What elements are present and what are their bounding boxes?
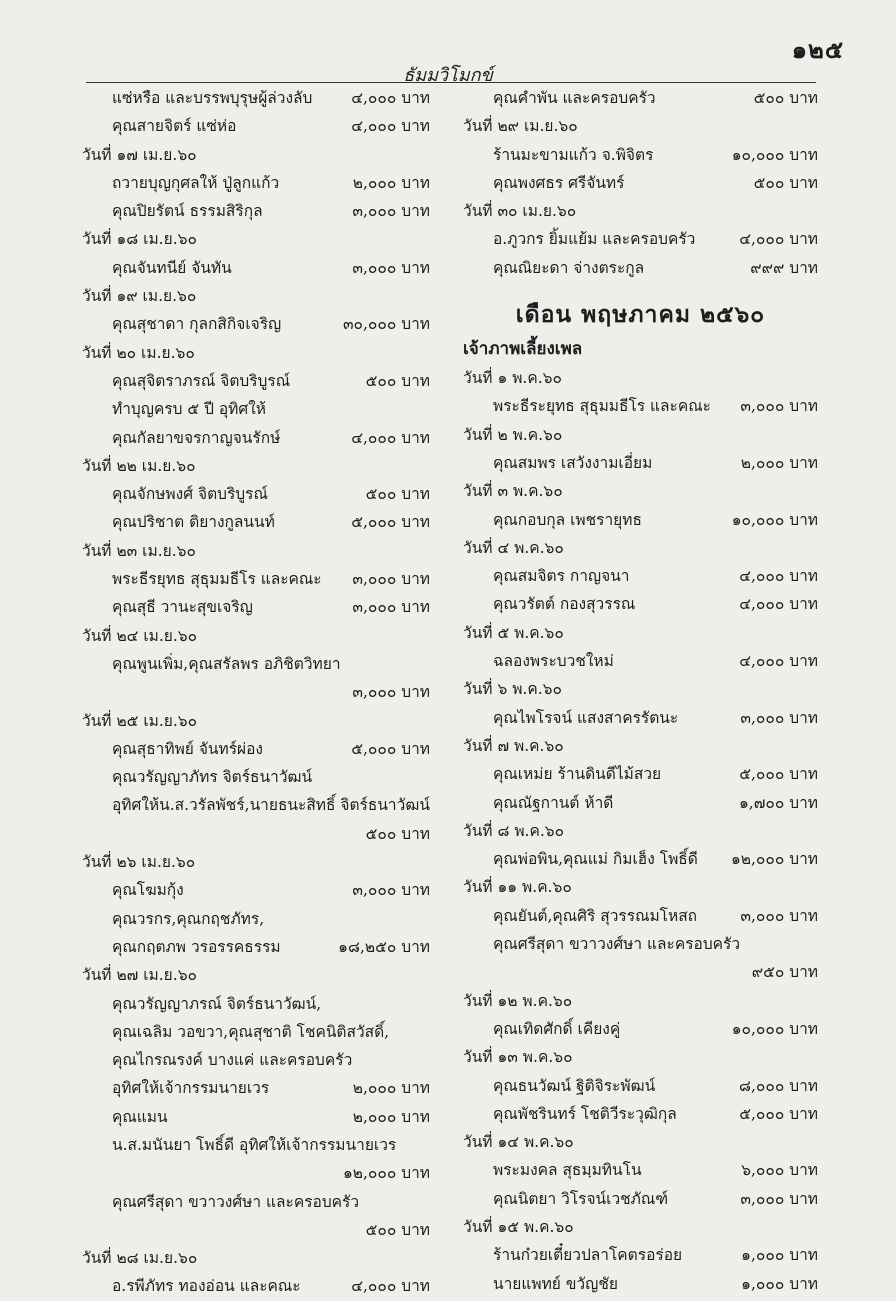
donor-name: คุณกฤตภพ วรอรรคธรรม [112,937,281,956]
donor-name: อุทิศให้น.ส.วรัลพัชร์,นายธนะสิทธิ์ จิตร์ธนาวัฒน์ [112,796,430,815]
date-line [463,1043,818,1071]
date-text: วันที่ ๑๕ พ.ค.๖๐ [463,1217,574,1236]
date-text: วันที่ ๑๙ เม.ย.๖๐ [82,287,197,306]
date-text: วันที่ ๓๐ เม.ย.๖๐ [463,202,577,221]
donation-entry [82,169,430,197]
donor-text-line [463,930,818,958]
date-text: วันที่ ๘ พ.ค.๖๐ [463,821,565,840]
donor-name: คุณพงศธร ศรีจันทร์ [493,173,625,192]
donor-text-line [82,1046,430,1074]
donation-entry [463,590,818,618]
donation-amount: ๕,๐๐๐ บาท [351,739,430,758]
donor-text-line [82,1188,430,1216]
donor-name: อ.ภูวกร ยิ้มแย้ม และครอบครัว [493,230,696,249]
donation-amount: ๑๐,๐๐๐ บาท [731,510,818,529]
donation-amount: ๕๐๐ บาท [365,824,430,843]
date-line [82,1244,430,1272]
date-line [82,848,430,876]
donation-amount: ๔,๐๐๐ บาท [351,1277,430,1296]
date-text: วันที่ ๒๖ เม.ย.๖๐ [82,853,196,872]
donor-name: คุณกัลยาขจรกาญจนรักษ์ [112,428,281,447]
date-line [82,961,430,989]
donor-text-line [82,905,430,933]
donation-entry [82,367,430,395]
donor-name: คุณยันต์,คุณศิริ สุวรรณมโหสถ [493,906,698,925]
amount-line [463,958,818,986]
donation-entry [463,789,818,817]
date-line [463,1128,818,1156]
donor-name: แซ่หรือ และบรรพบุรุษผู้ล่วงลับ [112,89,313,107]
donor-name: พระธีรยุทธ สุธุมมธีโร และคณะ [112,570,322,589]
date-text: วันที่ ๑๗ เม.ย.๖๐ [82,145,197,164]
donation-amount: ๕๐๐ บาท [753,89,818,107]
donation-entry [82,112,430,140]
donation-entry [463,449,818,477]
date-line [463,1213,818,1241]
donor-name: คุณเหม่ย ร้านดินดีไม้สวย [493,765,662,784]
donation-entry [463,902,818,930]
donation-amount: ๓,๐๐๐ บาท [740,397,818,416]
donor-name: อ.รพีภัทร ทองอ่อน และคณะ [112,1277,301,1296]
donor-text-line [82,1131,430,1159]
date-text: วันที่ ๒๒ เม.ย.๖๐ [82,456,196,475]
date-line [463,421,818,449]
donation-amount: ๔,๐๐๐ บาท [351,117,430,136]
donation-amount: ๔,๐๐๐ บาท [351,89,430,107]
donor-text-line [82,791,430,819]
date-line [463,534,818,562]
donation-entry [82,480,430,508]
date-text: วันที่ ๒ พ.ค.๖๐ [463,425,563,444]
donor-name: คุณสมพร เสวังงามเอี่ยม [493,453,653,472]
date-line [82,452,430,480]
donor-text-line [82,763,430,791]
date-line [463,477,818,505]
donation-entry [82,84,430,112]
donor-name: คุณณิยะดา จ่างตระกูล [493,258,645,277]
date-text: วันที่ ๖ พ.ค.๖๐ [463,680,562,699]
donation-amount: ๕,๐๐๐ บาท [739,1104,818,1123]
donor-name: คุณวรัญญาภัทร จิตร์ธนาวัฒน์ [112,768,313,787]
date-text: วันที่ ๑๑ พ.ค.๖๐ [463,878,572,897]
donation-amount: ๑,๐๐๐ บาท [741,1274,818,1293]
date-line [463,817,818,845]
date-line [82,622,430,650]
donor-name: คุณจักษพงศ์ จิตบริบูรณ์ [112,485,268,504]
donation-amount: ๒,๐๐๐ บาท [352,1107,430,1126]
date-text: วันที่ ๑๘ เม.ย.๖๐ [82,230,197,249]
donor-name: อุทิศให้เจ้ากรรมนายเวร [112,1079,270,1098]
donation-amount: ๔,๐๐๐ บาท [739,595,818,614]
donation-amount: ๕๐๐ บาท [753,173,818,192]
donation-entry [463,704,818,732]
donor-name: คุณวรกร,คุณกฤชภัทร, [112,909,265,928]
date-line [463,675,818,703]
donation-amount: ๑๐,๐๐๐ บาท [731,145,818,164]
donor-name: พระธีระยุทธ สุธุมมธีโร และคณะ [493,397,711,416]
donation-amount: ๓,๐๐๐ บาท [740,708,818,727]
amount-line [82,820,430,848]
donor-text-line [82,395,430,423]
donation-entry [82,508,430,536]
donation-entry [82,197,430,225]
date-text: วันที่ ๑ พ.ค.๖๐ [463,369,562,388]
donation-entry [82,310,430,338]
date-text: วันที่ ๒๔ เม.ย.๖๐ [82,626,198,645]
date-text: วันที่ ๒๐ เม.ย.๖๐ [82,343,195,362]
donation-entry [463,1015,818,1043]
date-line [463,197,818,225]
donation-entry [463,647,818,675]
date-line [463,987,818,1015]
donor-name: คุณณัฐกานต์ ห้าดี [493,793,614,812]
donation-entry [82,1272,430,1300]
date-line [463,364,818,392]
donation-entry [463,1185,818,1213]
donation-amount: ๔,๐๐๐ บาท [739,652,818,671]
donation-amount: ๖,๐๐๐ บาท [741,1161,818,1180]
donation-entry [463,1100,818,1128]
donation-entry [463,1270,818,1298]
date-line [463,619,818,647]
donation-entry [463,1241,818,1269]
donation-amount: ๓,๐๐๐ บาท [352,202,430,221]
section-heading: เจ้าภาพเลี้ยงเพล [463,339,583,360]
donor-name: คุณไพโรจน์ แสงสาครรัตนะ [493,708,679,727]
donation-amount: ๑,๐๐๐ บาท [741,1246,818,1265]
header-rule [86,82,816,83]
donation-amount: ๕,๐๐๐ บาท [351,513,430,532]
donor-name: ฉลองพระบวชใหม่ [493,652,614,671]
donor-name: คุณวรัตต์ กองสุวรรณ [493,595,636,614]
donor-name: ถวายบุญกุศลให้ ปู่ลูกแก้ว [112,173,280,192]
donor-name: คุณจันทนีย์ จันทัน [112,258,232,277]
date-text: วันที่ ๒๕ เม.ย.๖๐ [82,711,198,730]
donation-entry [82,565,430,593]
donation-amount: ๕๐๐ บาท [365,1220,430,1239]
date-text: วันที่ ๑๔ พ.ค.๖๐ [463,1133,574,1152]
running-header: ธัมมวิโมกข์ [403,65,493,86]
date-line [82,339,430,367]
donation-amount: ๔,๐๐๐ บาท [739,230,818,249]
donor-name: ร้านก๋วยเตี๋ยวปลาโคตรอร่อย [493,1246,683,1265]
amount-line [82,678,430,706]
donor-name: คุณพัชรินทร์ โชติวีระวุฒิกุล [493,1104,677,1123]
right-column-top-list [463,84,818,282]
donation-entry [82,876,430,904]
right-column-bottom-list [463,364,818,1298]
date-text: วันที่ ๑๓ พ.ค.๖๐ [463,1048,573,1067]
page-number: ๑๒๕ [791,35,844,64]
donation-entry [82,593,430,621]
donation-amount: ๑,๗๐๐ บาท [738,793,818,812]
amount-line [82,1159,430,1187]
donor-name: คุณแมน [112,1107,168,1126]
date-text: วันที่ ๒๗ เม.ย.๖๐ [82,966,197,985]
date-text: วันที่ ๑๒ พ.ค.๖๐ [463,991,573,1010]
donor-text-line [82,650,430,678]
donation-amount: ๙๙๙ บาท [750,258,818,277]
donor-name: คุณนิตยา วิโรจน์เวชภัณฑ์ [493,1189,669,1208]
donation-amount: ๒,๐๐๐ บาท [352,1079,430,1098]
donor-name: คุณสุชาดา กุลกสิกิจเจริญ [112,315,282,334]
donor-name: ร้านมะขามแก้ว จ.พิจิตร [493,145,654,164]
date-text: วันที่ ๒๓ เม.ย.๖๐ [82,541,196,560]
donor-name: คุณปิยรัตน์ ธรรมสิริกุล [112,202,263,221]
date-text: วันที่ ๔ พ.ค.๖๐ [463,538,564,557]
donation-entry [82,1103,430,1131]
donor-name: คุณสุธี วานะสุขเจริญ [112,598,253,617]
donation-amount: ๕๐๐ บาท [365,485,430,504]
donation-amount: ๓,๐๐๐ บาท [352,570,430,589]
donation-amount: ๑๘,๒๕๐ บาท [338,937,430,956]
donation-entry [463,169,818,197]
donation-amount: ๓๐,๐๐๐ บาท [342,315,430,334]
donation-entry [463,392,818,420]
donor-name: คุณวรัญญาภรณ์ จิตร์ธนาวัฒน์, [112,994,322,1013]
donor-name: พระมงคล สุธมฺมทินโน [493,1161,642,1180]
donor-name: คุณสุจิตราภรณ์ จิตบริบูรณ์ [112,371,291,390]
month-heading: เดือน พฤษภาคม ๒๕๖๐ [515,301,766,329]
amount-line [82,1216,430,1244]
donation-entry [463,84,818,112]
donor-name: คุณสุธาทิพย์ จันทร์ผ่อง [112,739,263,758]
donation-amount: ๒,๐๐๐ บาท [740,453,818,472]
donor-name: นายแพทย์ ขวัญชัย [493,1274,618,1293]
donation-amount: ๑๒,๐๐๐ บาท [342,1164,430,1183]
donor-name: คุณปริชาต ติยางกูลนนท์ [112,513,275,532]
donor-name: คุณกอบกุล เพชรายุทธ [493,510,642,529]
date-text: วันที่ ๒๘ เม.ย.๖๐ [82,1249,198,1268]
date-text: วันที่ ๕ พ.ค.๖๐ [463,623,564,642]
donation-entry [463,506,818,534]
donor-name: คุณสมจิตร กาญจนา [493,567,630,586]
donation-amount: ๑๒,๐๐๐ บาท [730,850,818,869]
date-line [82,282,430,310]
donor-name: คุณเทิดศักดิ์ เคียงคู่ [493,1019,621,1038]
donation-amount: ๑๐,๐๐๐ บาท [731,1019,818,1038]
donation-amount: ๒,๐๐๐ บาท [352,173,430,192]
donation-entry [463,225,818,253]
donation-amount: ๓,๐๐๐ บาท [352,258,430,277]
donor-name: ทำบุญครบ ๕ ปี อุทิศให้ [112,400,267,419]
donation-amount: ๓,๐๐๐ บาท [352,881,430,900]
donation-amount: ๓,๐๐๐ บาท [352,683,430,702]
donation-entry [463,254,818,282]
donation-entry [463,141,818,169]
donation-amount: ๔,๐๐๐ บาท [351,428,430,447]
date-text: วันที่ ๓ พ.ค.๖๐ [463,482,563,501]
date-text: วันที่ ๗ พ.ค.๖๐ [463,736,564,755]
donation-entry [82,254,430,282]
date-line [463,732,818,760]
donation-amount: ๙๕๐ บาท [751,963,818,982]
date-text: วันที่ ๒๙ เม.ย.๖๐ [463,117,578,136]
date-line [82,537,430,565]
donation-amount: ๘,๐๐๐ บาท [739,1076,818,1095]
donation-entry [82,735,430,763]
date-line [82,225,430,253]
donor-name: คุณคำพัน และครอบครัว [493,89,656,107]
date-line [82,707,430,735]
donor-name: น.ส.มนันยา โพธิ์ดี อุทิศให้เจ้ากรรมนายเวร [112,1135,397,1154]
donation-entry [463,1156,818,1184]
donor-name: คุณศรีสุดา ขวาวงศ์ษา และครอบครัว [112,1192,360,1211]
donor-name: คุณพ่อพิน,คุณแม่ กิมเฮ็ง โพธิ์ดี [493,850,698,869]
donation-entry [82,424,430,452]
date-line [463,873,818,901]
donation-amount: ๓,๐๐๐ บาท [352,598,430,617]
donor-name: คุณเฉลิม วอขวา,คุณสุชาติ โชคนิติสวัสดิ์, [112,1022,390,1041]
donor-name: คุณพูนเพิ่ม,คุณสรัลพร อภิชิตวิทยา [112,654,341,673]
donor-name: คุณสายจิตร์ แซ่ห่อ [112,117,237,136]
donor-name: คุณศรีสุดา ขวาวงศ์ษา และครอบครัว [493,935,741,954]
donor-name: คุณธนวัฒน์ ฐิติจิระพัฒน์ [493,1076,656,1095]
donation-amount: ๓,๐๐๐ บาท [740,906,818,925]
right-column [463,84,818,1298]
donation-entry [463,1072,818,1100]
donation-amount: ๕๐๐ บาท [365,371,430,390]
donation-entry [463,562,818,590]
donation-amount: ๓,๐๐๐ บาท [740,1189,818,1208]
date-line [463,112,818,140]
donation-amount: ๔,๐๐๐ บาท [739,567,818,586]
donation-entry [463,845,818,873]
donation-entry [82,1074,430,1102]
donation-entry [463,760,818,788]
donor-text-line [82,1018,430,1046]
donation-entry [82,933,430,961]
date-line [82,141,430,169]
donor-name: คุณโฆมกุ้ง [112,881,184,900]
left-column [82,84,430,1301]
donor-name: คุณไกรณรงค์ บางแค่ และครอบครัว [112,1051,353,1070]
donation-amount: ๕,๐๐๐ บาท [739,765,818,784]
donor-text-line [82,990,430,1018]
